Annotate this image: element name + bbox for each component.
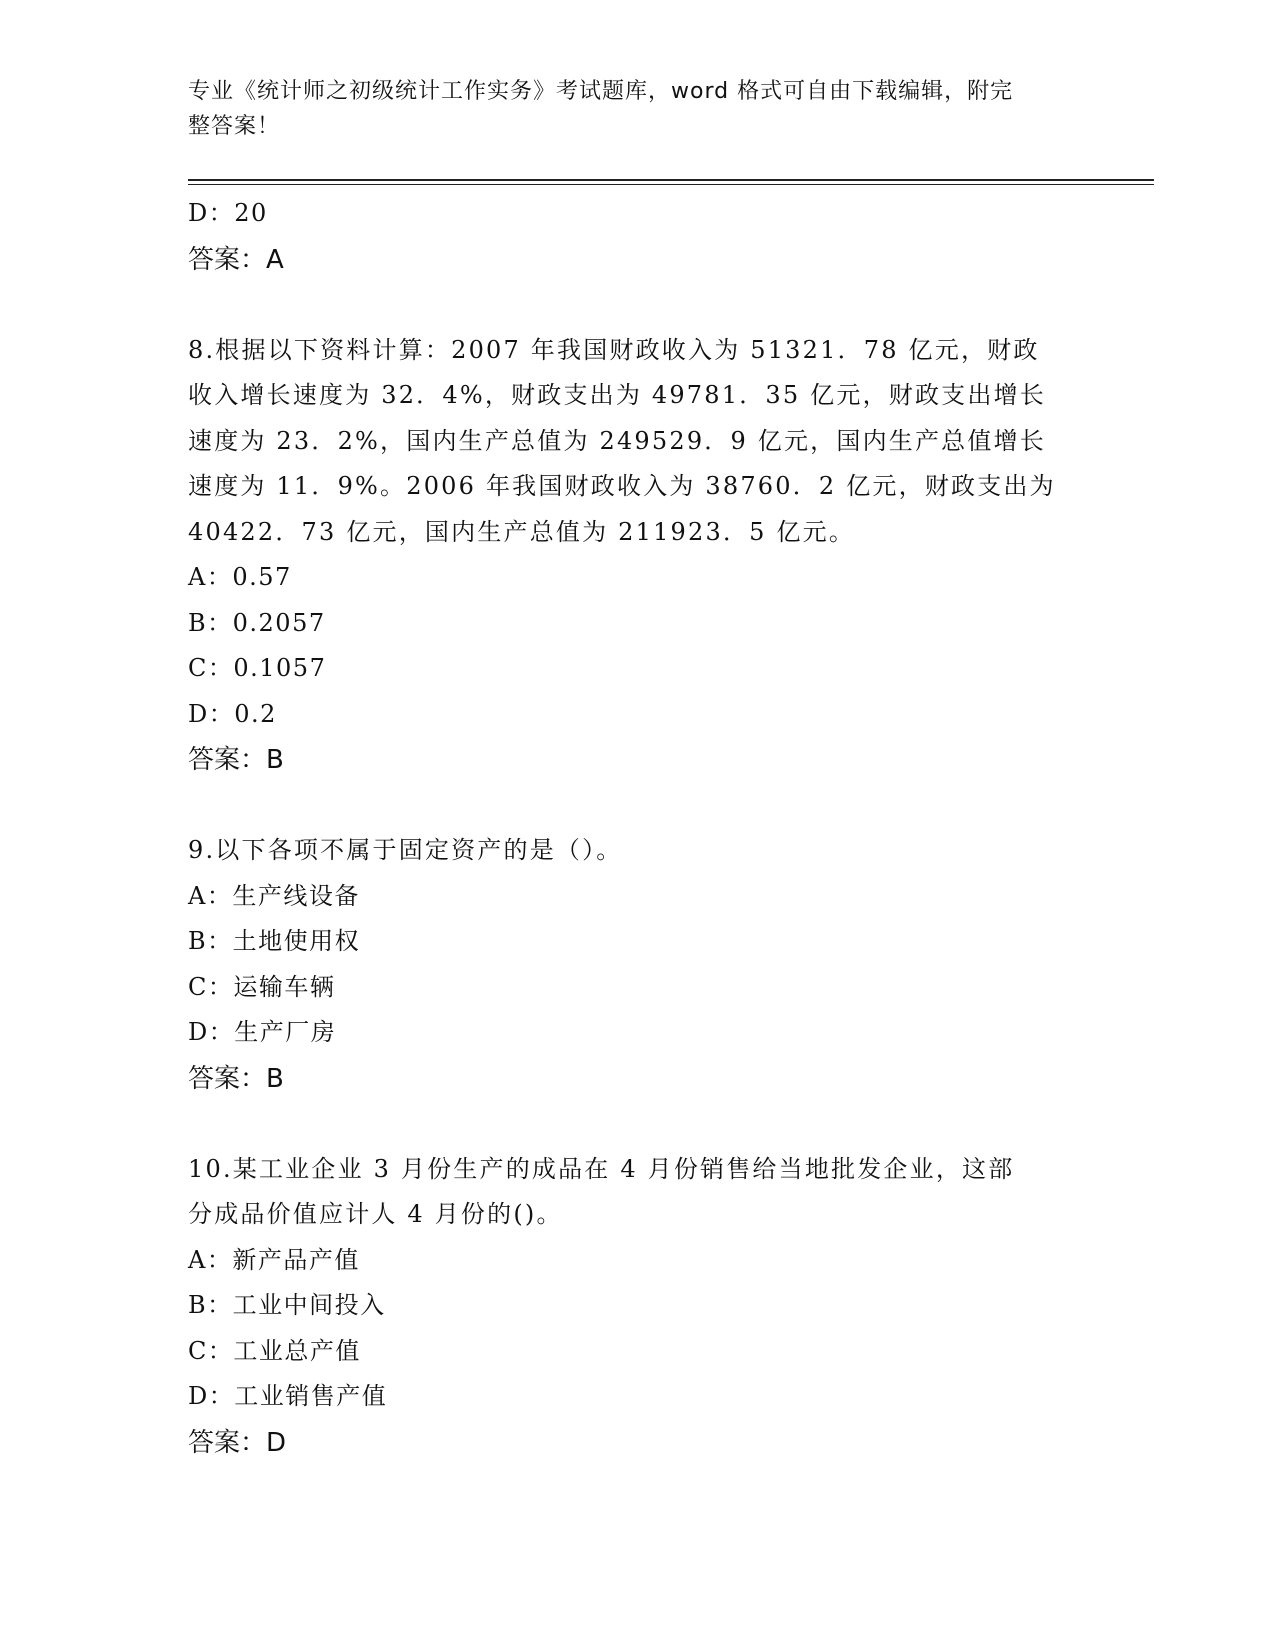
answer-line: 答案：A [188,244,284,275]
question-8 [188,328,1088,784]
option-c: C：运输车辆 [188,972,336,1001]
question-text-line: 速度为 23．2%，国内生产总值为 249529．9 亿元，国内生产总值增长 [188,426,1046,455]
question-text-line: 9.以下各项不属于固定资产的是（）。 [188,836,623,864]
question-text-line: 10.某工业企业 3 月份生产的成品在 4 月份销售给当地批发企业，这部 [188,1154,1015,1183]
option-b: B：0.2057 [188,608,326,637]
question-text-line: 40422．73 亿元，国内生产总值为 211923．5 亿元。 [188,517,856,546]
option-a: A：新产品产值 [188,1245,360,1274]
question-text-line: 收入增长速度为 32．4%，财政支出为 49781．35 亿元，财政支出增长 [188,381,1046,409]
option-a: A：生产线设备 [188,881,360,910]
header-divider-thick [188,179,1154,181]
header-line-2: 整答案！ [188,114,281,139]
question-text-line: 分成品价值应计人 4 月份的()。 [188,1200,563,1228]
option-d: D：生产厂房 [188,1018,337,1046]
header-divider-thin [188,184,1154,185]
header-line-1: 专业《统计师之初级统计工作实务》考试题库，word 格式可自由下载编辑，附完 [188,79,1014,104]
exam-content [188,191,1088,1466]
answer-line: 答案：B [188,1063,284,1094]
question-9 [188,828,1088,1102]
option-d: D：工业销售产值 [188,1382,388,1410]
answer-line: 答案：B [188,745,284,775]
answer-line: 答案：D [188,1427,287,1458]
spacer [188,783,1088,828]
question-10 [188,1147,1088,1466]
option-c: C：工业总产值 [188,1336,361,1365]
spacer [188,283,1088,328]
option-d: D：20 [188,199,268,227]
option-a: A：0.57 [188,563,292,591]
previous-question-tail [188,191,1088,283]
question-text-line: 8.根据以下资料计算：2007 年我国财政收入为 51321．78 亿元，财政 [188,335,1040,364]
spacer [188,1102,1088,1147]
page-header [188,74,1088,144]
option-c: C：0.1057 [188,654,327,682]
option-b: B：工业中间投入 [188,1291,386,1319]
option-d: D：0.2 [188,699,277,728]
option-b: B：土地使用权 [188,927,361,955]
question-text-line: 速度为 11．9%。2006 年我国财政收入为 38760．2 亿元，财政支出为 [188,472,1056,500]
